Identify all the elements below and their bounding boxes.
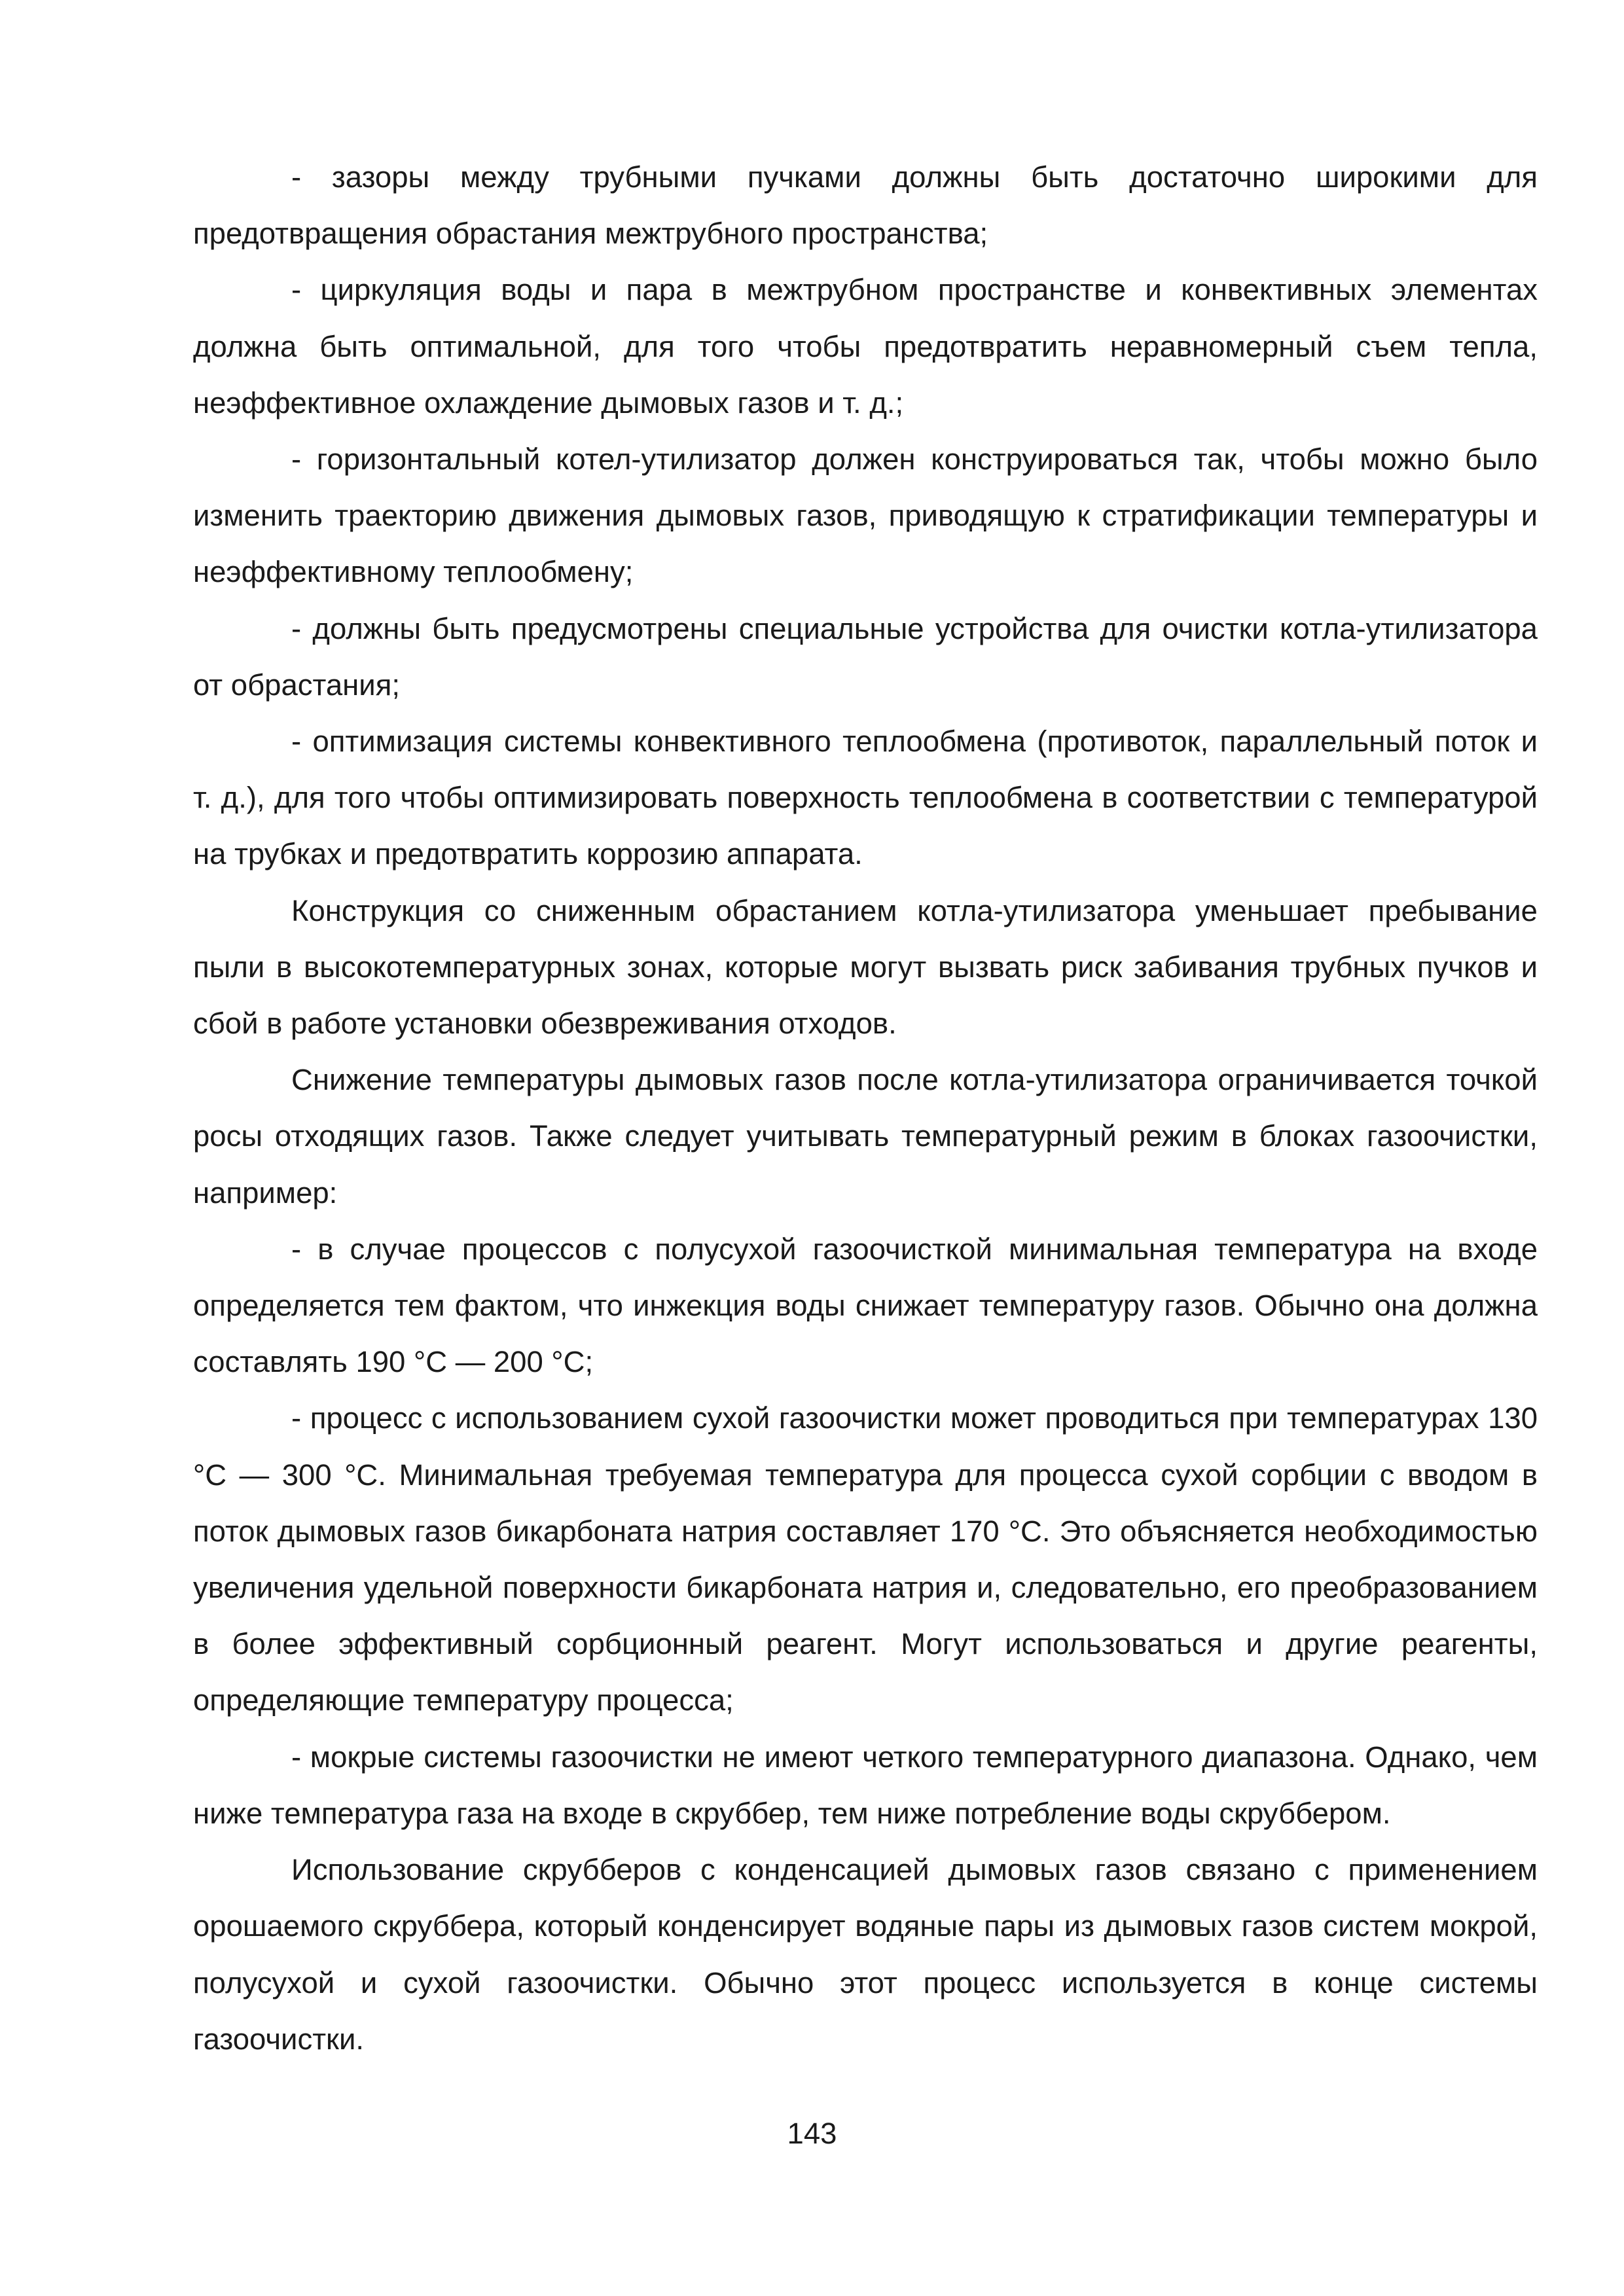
body-text [193, 149, 1538, 2068]
paragraph-dry-cleaning: - процесс с использованием сухой газоочистки может проводиться при температурах 130 °С — 300 °С. Минимальная требуемая температура для процесса сухой сорбции с вводом в поток дымовых газов бикарбоната натрия составляет 170 °С. Это объясняется необходимостью увеличения удельной поверхности бикарбоната натрия и, следовательно, его преобразованием в более эффективный сорбционный реагент. Могут использоваться и другие реагенты, определяющие температуру процесса; [193, 1401, 1538, 1717]
paragraph-wet-systems: - мокрые системы газоочистки не имеют четкого температурного диапазона. Однако, чем ниже температура газа на входе в скруббер, тем ниже потребление воды скруббером. [193, 1740, 1538, 1830]
paragraph-temperature-reduction: Снижение температуры дымовых газов после котла-утилизатора ограничивается точкой росы отходящих газов. Также следует учитывать температурный режим в блоках газоочистки, например: [193, 1063, 1538, 1210]
paragraph-condensing-scrubbers: Использование скрубберов с конденсацией дымовых газов связано с применением орошаемого скруббера, который конденсирует водяные пары из дымовых газов систем мокрой, полусухой и сухой газоочистки. Обычно этот процесс используется в конце системы газоочистки. [193, 1853, 1538, 2056]
paragraph-cleaning-devices: - должны быть предусмотрены специальные устройства для очистки котла-утилизатора от обрастания; [193, 611, 1538, 702]
paragraph-circulation: - циркуляция воды и пара в межтрубном пространстве и конвективных элементах должна быть оптимальной, для того чтобы предотвратить неравномерный съем тепла, неэффективное охлаждение дымовых газов и т. д.; [193, 273, 1538, 420]
paragraph-clearance: - зазоры между трубными пучками должны быть достаточно широкими для предотвращения обрастания межтрубного пространства; [193, 160, 1538, 251]
page-number: 143 [787, 2117, 837, 2150]
paragraph-semi-dry: - в случае процессов с полусухой газоочисткой минимальная температура на входе определяется тем фактом, что инжекция воды снижает температуру газов. Обычно она должна составлять 190 °С — 200 °С; [193, 1232, 1538, 1379]
paragraph-horizontal-boiler: - горизонтальный котел-утилизатор должен конструироваться так, чтобы можно было изменить траекторию движения дымовых газов, приводящую к стратификации температуры и неэффективному теплообмену; [193, 442, 1538, 589]
paragraph-convective-optimization: - оптимизация системы конвективного теплообмена (противоток, параллельный поток и т. д.), для того чтобы оптимизировать поверхность теплообмена в соответствии с температурой на трубках и предотвратить коррозию аппарата. [193, 725, 1538, 871]
paragraph-reduced-fouling: Конструкция со сниженным обрастанием котла-утилизатора уменьшает пребывание пыли в высокотемпературных зонах, которые могут вызвать риск забивания трубных пучков и сбой в работе установки обезвреживания отходов. [193, 893, 1538, 1041]
